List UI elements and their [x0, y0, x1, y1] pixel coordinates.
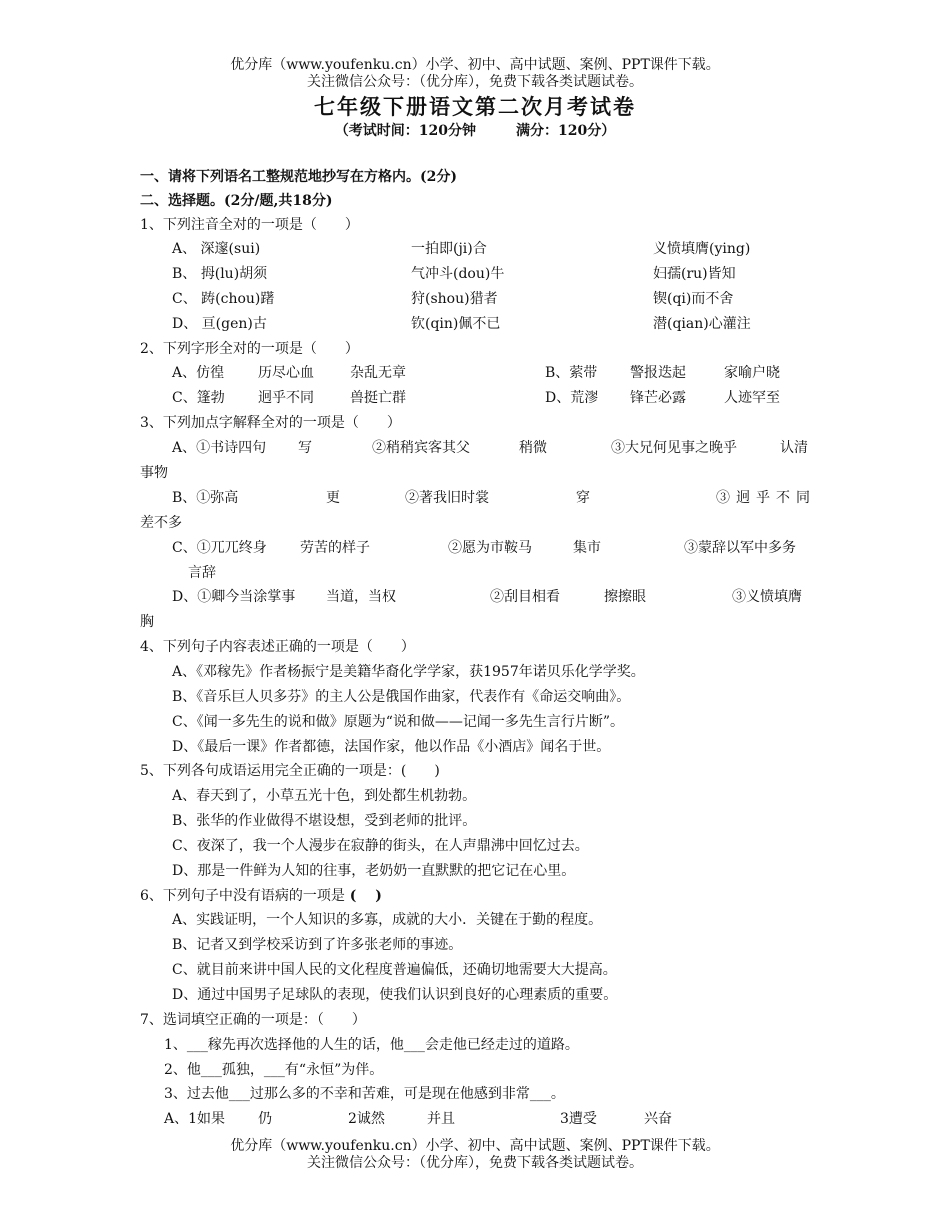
q1-c-col2: 狩(shou)猎者 — [411, 291, 498, 307]
q7-sentence-3: 3、过去他___过那么多的不幸和苦难，可是现在他感到非常___。 — [164, 1086, 565, 1102]
q4-option-a: A、《邓稼先》作者杨振宁是美籍华裔化学学家，获1957年诺贝乐化学学奖。 — [172, 664, 645, 680]
q3-b-meaning1: 更 — [326, 490, 340, 506]
q2-stem: 2、下列字形全对的一项是（ ） — [140, 341, 359, 357]
q7-stem: 7、选词填空正确的一项是：（ ） — [140, 1012, 366, 1028]
q3-b-item1: B、①弥高 — [172, 490, 239, 506]
q3-d-meaning2: 擦擦眼 — [604, 589, 646, 605]
q3-b-item3: ③迥乎不同 — [716, 490, 816, 506]
q1-a-col3: 义愤填膺(ying) — [653, 241, 751, 257]
exam-title: 七年级下册语文第二次月考试卷 — [314, 94, 636, 119]
q1-b-col3: 妇孺(ru)皆知 — [653, 266, 736, 282]
section-1-heading: 一、请将下列语名工整规范地抄写在方格内。(2分) — [140, 169, 457, 185]
page-footer — [0, 1138, 950, 1172]
q3-b-meaning2: 穿 — [576, 490, 590, 506]
exam-time: （考试时间：120分钟 — [334, 123, 476, 139]
q2-d-word2: 锋芒必露 — [630, 390, 686, 406]
q2-c-label: C、篷勃 — [172, 390, 225, 406]
q3-c-continued: 言辞 — [188, 565, 216, 581]
q6-option-b: B、记者又到学校采访到了许多张老师的事迹。 — [172, 937, 463, 953]
q6-stem-text: 6、下列句子中没有语病的一项是 — [140, 888, 345, 904]
q3-b-continued: 差不多 — [140, 515, 182, 531]
footer-line-2: 关注微信公众号：（优分库），免费下载各类试题试卷。 — [307, 1155, 643, 1171]
q3-c-meaning2: 集市 — [573, 540, 601, 556]
q3-c-item1: C、①兀兀终身 — [172, 540, 267, 556]
q1-a-col2: 一拍即(ji)合 — [411, 241, 487, 257]
q4-option-b: B、《音乐巨人贝多芬》的主人公是俄国作曲家，代表作有《命运交响曲》。 — [172, 689, 631, 705]
page-header — [0, 57, 950, 91]
q6-option-c: C、就目前来讲中国人民的文化程度普遍偏低，还确切地需要大大提高。 — [172, 962, 617, 978]
q5-option-b: B、张华的作业做得不堪设想，受到老师的批评。 — [172, 813, 477, 829]
header-line-2: 关注微信公众号：（优分库），免费下载各类试题试卷。 — [307, 74, 643, 90]
q3-a-item1: A、①书诗四句 — [172, 440, 267, 456]
q4-option-d: D、《最后一课》作者都德，法国作家，他以作品《小酒店》闻名于世。 — [172, 739, 611, 755]
q7-a-word5: 3遭受 — [560, 1111, 597, 1127]
q5-option-d: D、那是一件鲜为人知的往事，老奶奶一直默默的把它记在心里。 — [172, 863, 576, 879]
q3-stem: 3、下列加点字解释全对的一项是（ ） — [140, 415, 401, 431]
q2-b-word2: 警报迭起 — [630, 365, 686, 381]
q6-stem — [140, 887, 382, 905]
q1-stem: 1、下列注音全对的一项是（ ） — [140, 217, 359, 233]
q3-d-continued: 胸 — [140, 614, 154, 630]
q1-c-col3: 锲(qi)而不舍 — [653, 291, 734, 307]
q7-sentence-1: 1、___稼先再次选择他的人生的话，他___会走他已经走过的道路。 — [164, 1037, 579, 1053]
exam-score: 满分：120分） — [516, 123, 616, 139]
q7-a-word1: A、1如果 — [164, 1111, 226, 1127]
q5-stem: 5、下列各句成语运用完全正确的一项是：( ) — [140, 763, 440, 779]
q5-option-c: C、夜深了，我一个人漫步在寂静的街头，在人声鼎沸中回忆过去。 — [172, 838, 589, 854]
q3-a-item2: ②稍稍宾客其父 — [372, 440, 470, 456]
q2-d-label: D、荒漻 — [545, 390, 599, 406]
q4-option-c: C、《闻一多先生的说和做》原题为“说和做——记闻一多先生言行片断”。 — [172, 714, 625, 730]
q3-d-item3: ③义愤填膺 — [732, 589, 802, 605]
q2-a-word3: 杂乱无章 — [350, 365, 406, 381]
q3-a-meaning2: 稍微 — [519, 440, 547, 456]
q7-sentence-2: 2、他___孤独，___有“永恒”为伴。 — [164, 1062, 384, 1078]
footer-line-1: 优分库（www.youfenku.cn）小学、初中、高中试题、案例、PPT课件下载。 — [230, 1138, 720, 1154]
header-line-1: 优分库（www.youfenku.cn）小学、初中、高中试题、案例、PPT课件下载。 — [230, 57, 720, 73]
q1-d-col3: 潜(qian)心灌注 — [653, 316, 751, 332]
q2-b-word3: 家喻户晓 — [724, 365, 780, 381]
q1-b-col1: B、 拇(lu)胡须 — [172, 266, 268, 282]
q2-b-label: B、萦带 — [545, 365, 598, 381]
q3-a-item3: ③大兄何见事之晚乎 — [611, 440, 737, 456]
q1-a-col1: A、 深邃(sui) — [172, 241, 261, 257]
q3-d-item2: ②刮目相看 — [490, 589, 560, 605]
q5-option-a: A、春天到了，小草五光十色，到处都生机勃勃。 — [172, 788, 477, 804]
q3-d-meaning1: 当道，当权 — [326, 589, 396, 605]
q2-a-label: A、仿徨 — [172, 365, 225, 381]
q3-d-item1: D、①卿今当涂掌事 — [172, 589, 296, 605]
q4-stem: 4、下列句子内容表述正确的一项是（ ） — [140, 639, 415, 655]
q7-a-word2: 仍 — [258, 1111, 272, 1127]
q6-option-a: A、实践证明，一个人知识的多寡，成就的大小．关键在于勤的程度。 — [172, 912, 603, 928]
q7-a-word3: 2诚然 — [348, 1111, 385, 1127]
q6-stem-paren: ( ) — [344, 888, 382, 904]
q3-c-meaning1: 劳苦的样子 — [300, 540, 370, 556]
section-2-heading: 二、选择题。(2分/题,共18分) — [140, 193, 333, 209]
q2-d-word3: 人迹罕至 — [724, 390, 780, 406]
q1-d-col2: 钦(qin)佩不已 — [411, 316, 501, 332]
q3-c-item3: ③蒙辞以军中多务 — [684, 540, 796, 556]
q3-a-continued: 事物 — [140, 465, 168, 481]
q3-a-meaning3: 认清 — [780, 440, 808, 456]
q2-c-word3: 兽挺亡群 — [350, 390, 406, 406]
q2-c-word2: 迥乎不同 — [258, 390, 314, 406]
q2-a-word2: 历尽心血 — [258, 365, 314, 381]
q1-b-col2: 气冲斗(dou)牛 — [411, 266, 505, 282]
q1-d-col1: D、 亘(gen)古 — [172, 316, 267, 332]
q7-a-word6: 兴奋 — [644, 1111, 672, 1127]
q6-option-d: D、通过中国男子足球队的表现，使我们认识到良好的心理素质的重要。 — [172, 987, 618, 1003]
q3-b-item2: ②著我旧时裳 — [405, 490, 489, 506]
q7-a-word4: 并且 — [427, 1111, 455, 1127]
q3-a-meaning1: 写 — [298, 440, 312, 456]
exam-subtitle — [0, 120, 950, 140]
q1-c-col1: C、 踌(chou)躇 — [172, 291, 275, 307]
q3-c-item2: ②愿为市鞍马 — [448, 540, 532, 556]
